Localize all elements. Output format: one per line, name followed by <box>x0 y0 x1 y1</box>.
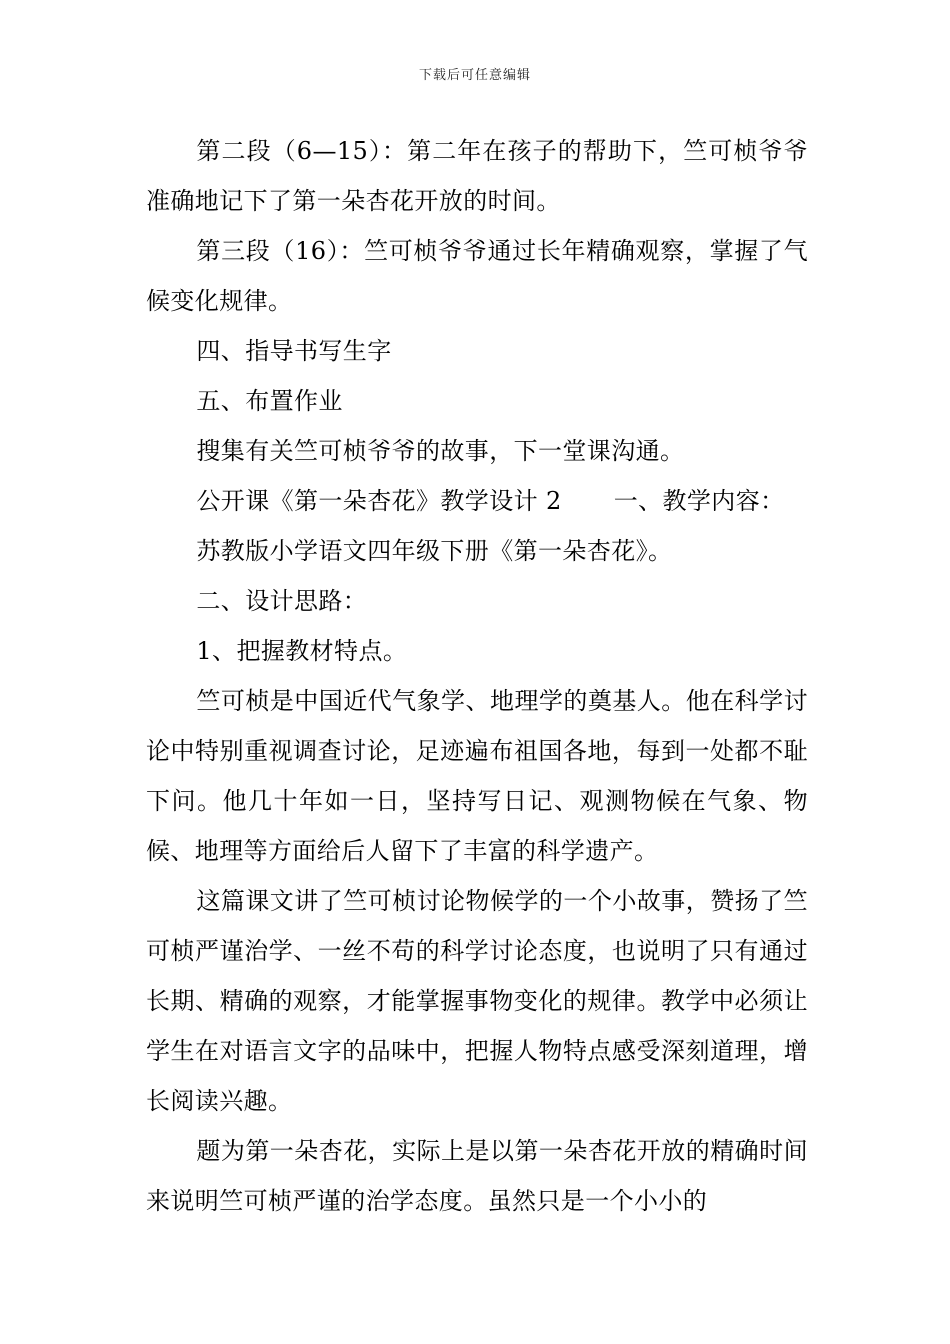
paragraph-section-three: 第三段（16）：竺可桢爷爷通过长年精确观察，掌握了气候变化规律。 <box>146 237 808 315</box>
heading-grasp-features: 1、把握教材特点。 <box>196 637 408 665</box>
heading-design-ideas: 二、设计思路： <box>196 587 368 615</box>
title-line <box>146 476 808 526</box>
lesson-title: 公开课《第一朵杏花》教学设计 2 <box>196 487 562 515</box>
heading-guide-writing: 四、指导书写生字 <box>196 337 392 365</box>
document-body <box>146 126 808 1226</box>
heading-teaching-content: 一、教学内容： <box>613 487 785 515</box>
paragraph-lesson-summary: 这篇课文讲了竺可桢讨论物候学的一个小故事，赞扬了竺可桢严谨治学、一丝不苟的科学讨论态度，也说明了只有通过长期、精确的观察，才能掌握事物变化的规律。教学中必须让学生在对语言文字的品味中，把握人物特点感受深刻道理，增长阅读兴趣。 <box>146 887 808 1115</box>
heading-homework: 五、布置作业 <box>196 387 343 415</box>
paragraph-zhu-kezhen-bio: 竺可桢是中国近代气象学、地理学的奠基人。他在科学讨论中特别重视调查讨论，足迹遍布祖国各地，每到一处都不耻下问。他几十年如一日，坚持写日记、观测物候在气象、物候、地理等方面给后人留下了丰富的科学遗产。 <box>146 687 808 865</box>
page-header: 下载后可任意编辑 <box>418 68 531 83</box>
paragraph-section-two: 第二段（6—15）：第二年在孩子的帮助下，竺可桢爷爷准确地记下了第一朵杏花开放的时间。 <box>146 137 808 215</box>
paragraph-textbook: 苏教版小学语文四年级下册《第一朵杏花》。 <box>196 537 673 565</box>
paragraph-homework-task: 搜集有关竺可桢爷爷的故事，下一堂课沟通。 <box>196 437 685 465</box>
paragraph-title-meaning: 题为第一朵杏花，实际上是以第一朵杏花开放的精确时间来说明竺可桢严谨的治学态度。虽然只是一个小小的 <box>146 1137 808 1215</box>
